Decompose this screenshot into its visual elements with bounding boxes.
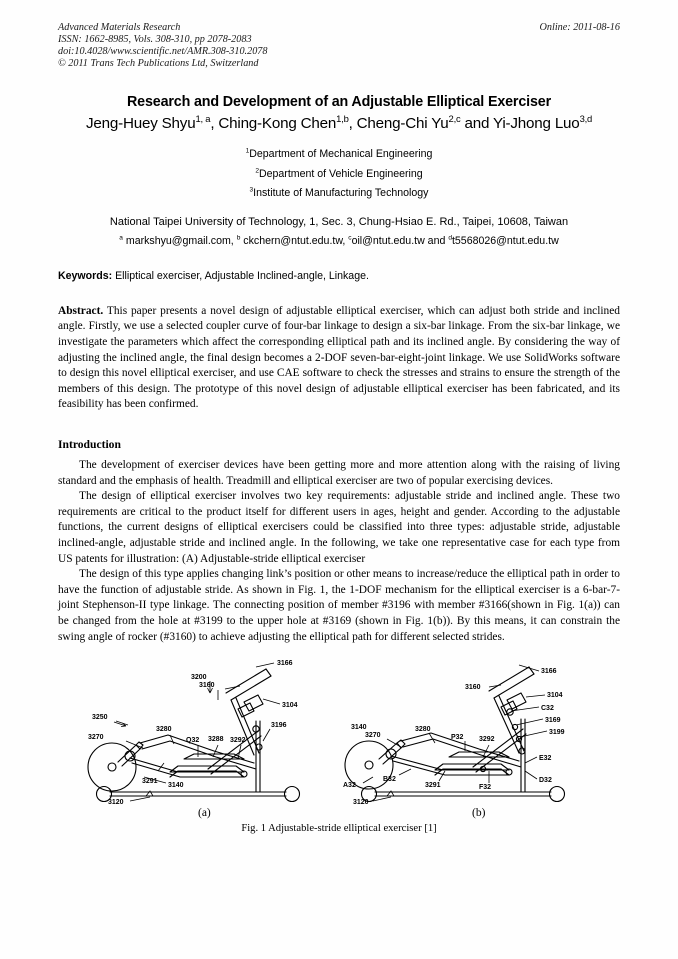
diagram-b-label-C32: C32 bbox=[541, 705, 554, 713]
journal-doi: doi:10.4028/www.scientific.net/AMR.308-310.2078 bbox=[58, 46, 268, 58]
journal-issn: ISSN: 1662-8985, Vols. 308-310, pp 2078-2083 bbox=[58, 34, 252, 46]
keywords-line bbox=[58, 270, 620, 282]
diagram-a-label-3120: 3120 bbox=[108, 799, 124, 807]
diagram-a-label-3280: 3280 bbox=[156, 726, 172, 734]
figure-sublabel-b: (b) bbox=[472, 807, 486, 820]
institution-address: National Taipei University of Technology, 1, Sec. 3, Chung-Hsiao E. Rd., Taipei, 10608, Taiwan bbox=[109, 215, 569, 228]
diagram-a-label-3166: 3166 bbox=[277, 660, 293, 668]
author-sup: 3,d bbox=[579, 113, 593, 125]
email-list bbox=[58, 235, 620, 247]
journal-header bbox=[58, 22, 620, 70]
diagram-a-label-3140: 3140 bbox=[168, 782, 184, 790]
affiliation-text: Institute of Manufacturing Technology bbox=[253, 187, 429, 200]
email-marker: d bbox=[448, 234, 452, 242]
diagram-b-label-F32: F32 bbox=[479, 784, 492, 792]
keywords-text: Elliptical exerciser, Adjustable Inclined-angle, Linkage. bbox=[112, 269, 369, 282]
diagram-a-label-3160: 3160 bbox=[199, 682, 215, 690]
email-address: ckchern@ntut.edu.tw, bbox=[240, 234, 349, 247]
diagram-b-label-P32: P32 bbox=[451, 734, 464, 742]
diagram-b-label-3270: 3270 bbox=[365, 732, 381, 740]
diagram-a-label-3196: 3196 bbox=[271, 722, 287, 730]
diagram-b-label-3280: 3280 bbox=[415, 726, 431, 734]
email-address: markshyu@gmail.com, bbox=[122, 234, 237, 247]
author-name: Ching-Kong Chen bbox=[218, 115, 337, 133]
author-sep: , bbox=[348, 115, 357, 133]
abstract-block bbox=[58, 304, 620, 413]
diagram-a-label-3200: 3200 bbox=[191, 674, 207, 682]
author-list bbox=[58, 115, 620, 132]
author-sup: 2,c bbox=[448, 113, 461, 125]
affiliation-item bbox=[58, 145, 620, 165]
author-name: Jeng-Huey Shyu bbox=[85, 115, 196, 133]
affiliation-text: Department of Vehicle Engineering bbox=[258, 167, 423, 180]
diagram-a-label-3270: 3270 bbox=[88, 734, 104, 742]
diagram-a-label-Q32: Q32 bbox=[186, 737, 200, 745]
journal-name: Advanced Materials Research bbox=[58, 22, 181, 33]
email-address: t5568026@ntut.edu.tw bbox=[451, 234, 559, 247]
diagram-a-label-3291: 3291 bbox=[142, 778, 158, 786]
affiliation-list bbox=[58, 145, 620, 204]
email-marker: b bbox=[236, 234, 241, 242]
figure-images bbox=[58, 659, 620, 809]
intro-paragraph-3: The design of this type applies changing link’s position or other means to increase/reduce the elliptical path in order to have the function of adjustable stride. As shown in Fig. 1, the 1-DOF mechanism for the elliptical exerciser is a 6-bar-7-joint Stephenson-II type linkage. The connecting position of member #3196 with member #3166(shown in Fig. 1(a)) can be changed from the hole at #3199 to the upper hole at #3169 (shown in Fig. 1(b)). By this means, it can constrain the swing angle of rocker (#3160) to achieve adjusting the elliptical path for different selected strides. bbox=[58, 568, 620, 643]
author-sep: , bbox=[210, 115, 219, 133]
diagram-b-label-3166: 3166 bbox=[541, 668, 557, 676]
diagram-b bbox=[339, 659, 620, 809]
affiliation-marker: 3 bbox=[249, 186, 254, 194]
diagram-b-label-3199: 3199 bbox=[549, 729, 565, 737]
diagram-a bbox=[58, 659, 339, 809]
diagram-b-label-3140: 3140 bbox=[351, 724, 367, 732]
author-sep: and bbox=[460, 115, 494, 133]
affiliation-marker: 2 bbox=[255, 167, 259, 175]
email-marker: c bbox=[348, 234, 352, 242]
diagram-b-label-D32: D32 bbox=[539, 777, 552, 785]
keywords-label: Keywords: bbox=[58, 269, 113, 282]
affiliation-item bbox=[58, 165, 620, 185]
email-marker: a bbox=[119, 234, 123, 242]
figure-sublabels bbox=[58, 807, 620, 822]
diagram-b-label-3292: 3292 bbox=[479, 736, 495, 744]
diagram-b-label-3169: 3169 bbox=[545, 717, 561, 725]
author-sup: 1,b bbox=[336, 113, 349, 125]
diagram-a-label-3292: 3292 bbox=[230, 737, 246, 745]
journal-copyright: © 2011 Trans Tech Publications Ltd, Switzerland bbox=[58, 58, 259, 70]
diagram-a-label-3288: 3288 bbox=[208, 736, 224, 744]
diagram-a-label-3104: 3104 bbox=[282, 702, 298, 710]
diagram-b-label-3120: 3120 bbox=[353, 799, 369, 807]
affiliation-marker: 1 bbox=[245, 147, 250, 155]
figure-sublabel-a: (a) bbox=[198, 807, 211, 820]
diagram-b-label-3104: 3104 bbox=[547, 692, 563, 700]
diagram-b-label-E32: E32 bbox=[539, 755, 552, 763]
intro-paragraph-1: The development of exerciser devices have been getting more and more attention along with the raising of living standard and the emphasis of health. Treadmill and elliptical exerciser are two of popular exercising devices. bbox=[58, 459, 620, 487]
online-date: Online: 2011-08-16 bbox=[539, 22, 620, 33]
diagram-a-label-3250: 3250 bbox=[92, 714, 108, 722]
affiliation-text: Department of Mechanical Engineering bbox=[249, 148, 433, 161]
author-sup: 1, a bbox=[195, 113, 211, 125]
affiliation-item bbox=[58, 184, 620, 204]
author-name: Yi-Jhong Luo bbox=[493, 115, 580, 133]
section-heading-introduction: Introduction bbox=[58, 438, 121, 452]
diagram-b-label-A32: A32 bbox=[343, 782, 356, 790]
diagram-b-label-3160: 3160 bbox=[465, 684, 481, 692]
figure-1 bbox=[58, 659, 620, 835]
author-name: Cheng-Chi Yu bbox=[356, 115, 449, 133]
diagram-b-label-3291: 3291 bbox=[425, 782, 441, 790]
intro-paragraph-2: The design of elliptical exerciser involves two key requirements: adjustable stride and inclined angle. These two requirements are critical to the product itself for different users in ages, height and gender. According to the adjustable functions, the current designs of elliptical exercisers could be classified into three types: adjustable stride, adjustable inclined-angle, adjustable stride and inclined angle. In the following, we take one representative case for each type from US patents for illustration: (A) Adjustable-stride elliptical exerciser bbox=[58, 490, 620, 565]
page-title: Research and Development of an Adjustable Elliptical Exerciser bbox=[127, 94, 551, 111]
email-address: oil@ntut.edu.tw and bbox=[351, 234, 449, 247]
figure-caption: Fig. 1 Adjustable-stride elliptical exerciser [1] bbox=[241, 823, 437, 835]
abstract-label: Abstract. bbox=[58, 304, 104, 317]
abstract-text: This paper presents a novel design of adjustable elliptical exerciser, which can adjust both stride and inclined angle. Firstly, we use a selected coupler curve of four-bar linkage to design a six-bar linkage. From the six-bar linkage, we investigate the parameters which affect the corresponding elliptical path and its inclined angle. By considering the way of adjusting the inclined angle, the final design becomes a 2-DOF seven-bar-eight-joint linkage. We use SolidWorks software to design this novel elliptical exerciser, and use CAE software to check the stresses and strains to ensure the strength of the members of this design. The prototype of this novel design of adjustable elliptical exerciser has been fabricated, and its feasibility has been confirmed. bbox=[58, 304, 620, 411]
diagram-b-label-B32: B32 bbox=[383, 776, 396, 784]
